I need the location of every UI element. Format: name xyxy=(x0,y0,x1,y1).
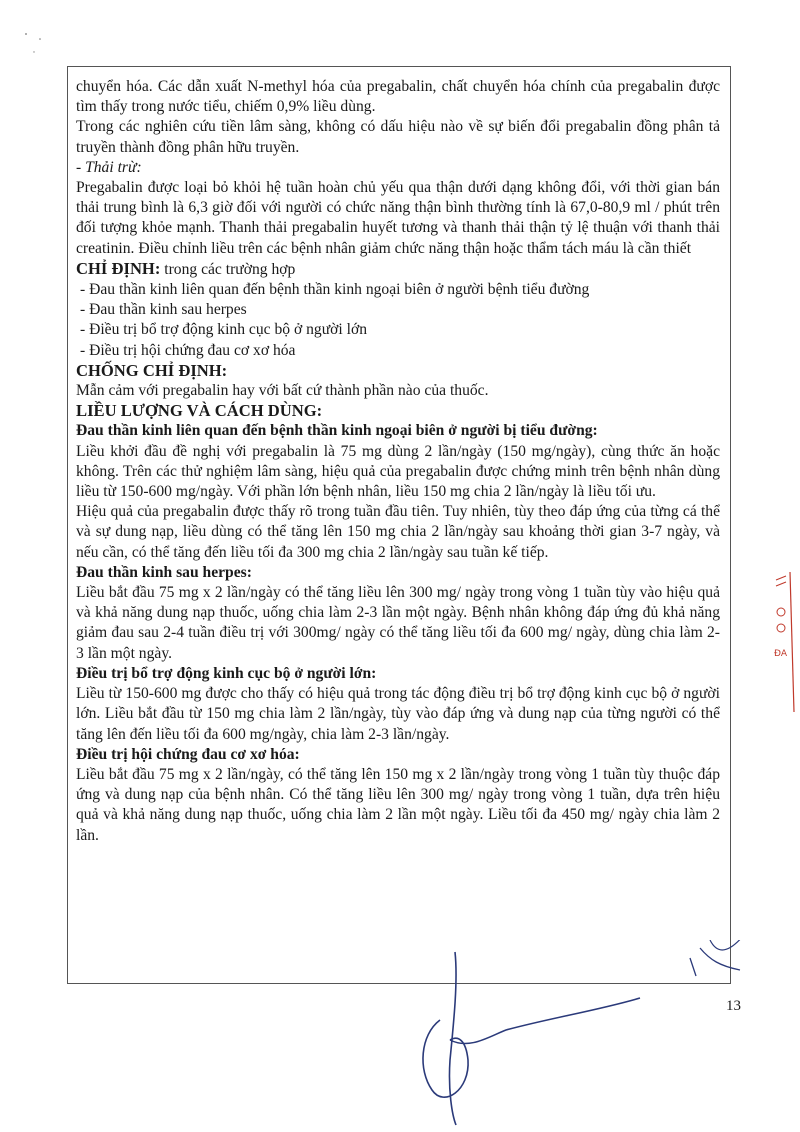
paragraph-dosage: Liều khởi đầu đề nghị với pregabalin là 75 mg dùng 2 lần/ngày (150 mg/ngày), cùng thức ăn hoặc không. Trên các thử nghiệm lâm sàng, hiệu quả của pregabalin được chứng minh trên bệnh nhân dùng liều từ 150-600 mg/ngày. Với phần lớn bệnh nhân, liều 150 mg chia 2 lần/ngày là liều tối ưu. xyxy=(76,442,720,501)
subheading-epilepsy: Điều trị bổ trợ động kinh cục bộ ở người lớn: xyxy=(76,664,377,682)
paragraph-dosage: Liều bắt đầu 75 mg x 2 lần/ngày có thể tăng liều lên 300 mg/ ngày trong vòng 1 tuần tùy vào hiệu quả và khả năng dung nạp thuốc, uống chia làm 2-3 lần một ngày. Bệnh nhân không đáp ứng đủ khả năng giảm đau sau 2-4 tuần điều trị với 300mg/ ngày có thể tăng liều tối đa 600 mg/ ngày, dùng chia làm 2-3 lần một ngày. xyxy=(76,584,720,662)
subheading-diabetic-neuropathy: Đau thần kinh liên quan đến bệnh thần kinh ngoại biên ở người bị tiểu đường: xyxy=(76,422,598,440)
section-chi-dinh xyxy=(76,259,720,280)
stamp-fragment xyxy=(772,572,798,712)
subheading-herpes: Đau thần kinh sau herpes: xyxy=(76,563,252,581)
paragraph-dosage: Liều từ 150-600 mg được cho thấy có hiệu quả trong tác động điều trị bổ trợ động kinh cục bộ ở người lớn. Liều bắt đầu từ 150 mg chia làm 2 lần/ngày, tùy vào đáp ứng và dung nạp của từng người có thể tăng lên đến liều tối đa 600 mg/ngày, chia làm 2-3 lần/ngày. xyxy=(76,685,720,743)
subheading-fibromyalgia: Điều trị hội chứng đau cơ xơ hóa: xyxy=(76,745,300,763)
page-number: 13 xyxy=(726,998,741,1014)
chi-dinh-intro: trong các trường hợp xyxy=(160,260,296,278)
paragraph-preclinical: Trong các nghiên cứu tiền lâm sàng, không có dấu hiệu nào về sự biến đổi pregabalin đồng phân tả truyền thành đồng phân hữu truyền. xyxy=(76,118,720,156)
list-item: - Điều trị hội chứng đau cơ xơ hóa xyxy=(80,341,296,359)
label-thai-tru: - Thải trừ: xyxy=(76,158,142,176)
list-item: - Đau thần kinh liên quan đến bệnh thần kinh ngoại biên ở người bệnh tiểu đường xyxy=(80,281,590,299)
heading-chong-chi-dinh: CHỐNG CHỈ ĐỊNH: xyxy=(76,360,228,380)
paragraph-dosage: Hiệu quả của pregabalin được thấy rõ trong tuần đầu tiên. Tuy nhiên, tùy theo đáp ứng của từng cá thể và sự dung nạp, liều dùng có thể tăng lên 150 mg chia 2 lần/ngày sau khoảng thời gian 3-7 ngày, và nếu cần, có thể tăng đến liều tối đa 300 mg chia 2 lần/ngày sau tuần kế tiếp. xyxy=(76,503,720,561)
stamp-text: ĐA xyxy=(774,649,787,659)
paragraph-dosage: Liều bắt đầu 75 mg x 2 lần/ngày, có thể tăng lên 150 mg x 2 lần/ngày trong vòng 1 tuần tùy thuộc đáp ứng và dung nạp của bệnh nhân. Có thể tăng liều lên 300 mg/ ngày trong vòng 1 tuần, dựa trên hiệu quả và khả năng dung nạp thuốc, uống chia làm 2 lần một ngày. Liều tối đa 450 mg/ ngày chia làm 2 lần. xyxy=(76,765,720,844)
scan-marks xyxy=(22,30,62,75)
document-content-box xyxy=(67,66,731,984)
paragraph-metabolism: chuyển hóa. Các dẫn xuất N-methyl hóa của pregabalin, chất chuyển hóa chính của pregabalin được tìm thấy trong nước tiểu, chiếm 0,9% liều dùng. xyxy=(76,78,720,116)
paragraph-chong-chi-dinh: Mẫn cảm với pregabalin hay với bất cứ thành phần nào của thuốc. xyxy=(76,382,489,400)
paragraph-elimination: Pregabalin được loại bỏ khỏi hệ tuần hoàn chủ yếu qua thận dưới dạng không đổi, với thời gian bán thải trung bình là 6,3 giờ đối với người có chức năng thận bình thường tính là 67,0-80,9 ml / phút trên đối tượng khỏe mạnh. Thanh thải pregabalin huyết tương và thanh thải thận tỷ lệ thuận với thanh thải creatinin. Điều chỉnh liều trên các bệnh nhân giảm chức năng thận hoặc thẩm tách máu là cần thiết xyxy=(76,179,720,257)
list-item: - Đau thần kinh sau herpes xyxy=(80,301,247,319)
heading-chi-dinh: CHỈ ĐỊNH: xyxy=(76,258,161,278)
list-item: - Điều trị bổ trợ động kinh cục bộ ở người lớn xyxy=(80,321,367,339)
heading-lieu-luong: LIỀU LƯỢNG VÀ CÁCH DÙNG: xyxy=(76,401,323,421)
